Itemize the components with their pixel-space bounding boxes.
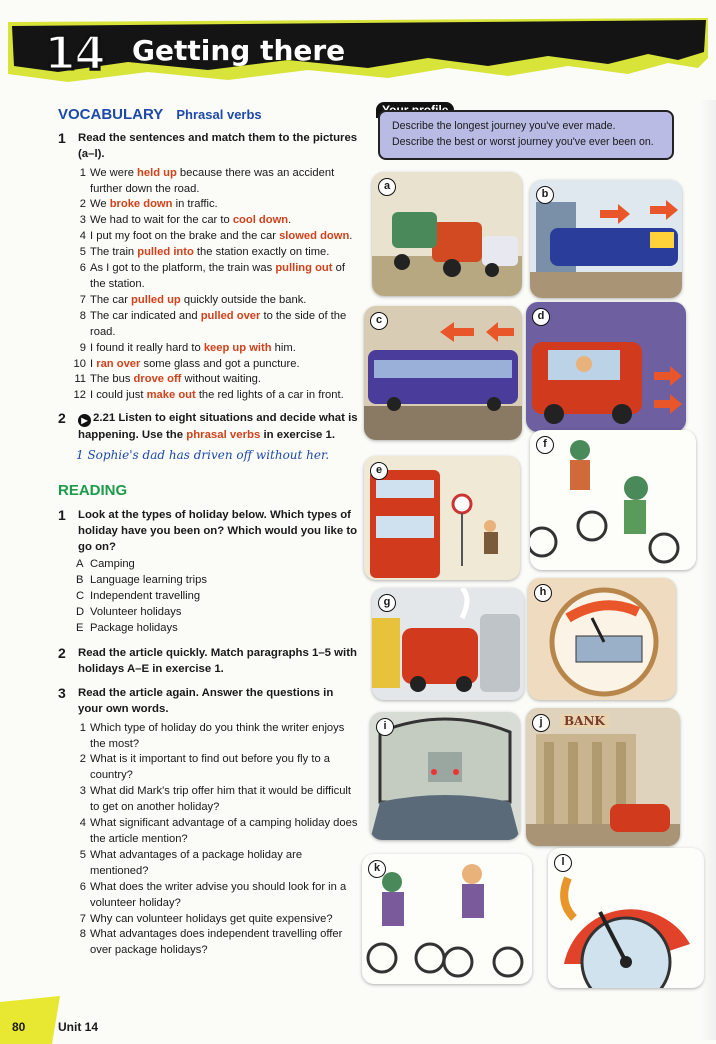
profile-line-1: Describe the longest journey you've ever made. (392, 120, 616, 132)
sentence-text: . (349, 230, 353, 243)
picture-i (370, 712, 520, 840)
sentence-item (74, 261, 358, 293)
exercise-instruction: Read the article again. Answer the questions in your own words. (78, 687, 334, 716)
sentence-text: I put my foot on the brake and the car (90, 230, 280, 243)
sentence-text: without waiting. (181, 373, 262, 386)
sentence-text: The car (90, 293, 132, 306)
exercise-number: 2 (58, 410, 66, 427)
sentence-text: the red lights of a car in front. (195, 389, 344, 402)
sentence-item (74, 213, 358, 229)
picture-k (362, 854, 532, 984)
picture-a (372, 172, 522, 296)
picture-c (364, 306, 522, 440)
sentence-text: I found it really hard to (90, 341, 204, 354)
picture-d (526, 302, 686, 432)
option-text: Camping (90, 558, 135, 571)
sentence-item (74, 245, 358, 261)
holiday-option (76, 589, 358, 605)
sentence-text: The car indicated and (90, 309, 201, 322)
vocab-exercise-2 (58, 410, 358, 443)
picture-f (530, 430, 696, 570)
option-text: Package holidays (90, 621, 178, 634)
picture-letter: i (376, 718, 394, 736)
sentence-text: The train (90, 246, 138, 259)
question-item (74, 848, 358, 880)
sentence-text: because there was an accident further down the road. (90, 166, 335, 195)
option-letter: E (76, 621, 84, 634)
exercise-number: 1 (58, 506, 66, 523)
bus-illustration (364, 306, 522, 440)
question-number: 8 (79, 928, 86, 941)
sentence-item (74, 341, 358, 357)
picture-l (548, 848, 704, 988)
question-list (58, 721, 358, 960)
question-item (74, 927, 358, 959)
picture-letter: a (378, 178, 396, 196)
phrasal-verb: pulled over (200, 309, 261, 322)
sentence-text: in traffic. (172, 198, 218, 211)
sentence-text: of the station. (90, 262, 345, 291)
holiday-types-list (58, 557, 358, 637)
phrasal-verb: make out (146, 389, 196, 402)
picture-letter: l (554, 854, 572, 872)
exercise-number: 2 (58, 644, 66, 661)
unit-banner (8, 8, 708, 86)
option-text: Language learning trips (90, 574, 207, 587)
picture-letter: j (532, 714, 550, 732)
phrasal-verb: broke down (109, 198, 173, 211)
sentence-text: . (288, 214, 292, 227)
item-number: 11 (74, 373, 86, 386)
question-text: What does the writer advise you should look for in a volunteer holiday? (90, 880, 347, 909)
option-text: Independent travelling (90, 590, 201, 603)
picture-letter: f (536, 436, 554, 454)
picture-letter: d (532, 308, 550, 326)
picture-letter: e (370, 462, 388, 480)
sentence-text: to the side of the road. (90, 309, 347, 338)
phrasal-verb: held up (137, 166, 177, 179)
red-car-braking-illustration (526, 302, 686, 432)
section-heading-vocabulary: VOCABULARY (58, 106, 164, 123)
picture-letter: b (536, 186, 554, 204)
item-number: 10 (73, 357, 86, 370)
item-number: 4 (79, 230, 86, 243)
handwritten-example: 1 Sophie's dad has driven off without her. (76, 448, 330, 463)
reading-exercise-2 (58, 645, 358, 677)
sentence-text: As I got to the platform, the train was (90, 262, 276, 275)
question-item (74, 752, 358, 784)
sentence-item (74, 197, 358, 213)
sentence-text: quickly outside the bank. (180, 293, 307, 306)
question-number: 1 (79, 721, 86, 734)
picture-letter: c (370, 312, 388, 330)
holiday-option (76, 605, 358, 621)
question-text: Which type of holiday do you think the writer enjoys the most? (90, 721, 345, 750)
question-text: What is it important to find out before you fly to a country? (90, 753, 331, 782)
question-text: Why can volunteer holidays get quite expensive? (90, 912, 333, 925)
sentence-text: We (90, 198, 110, 211)
vocab-exercise-1 (58, 130, 358, 162)
question-item (74, 784, 358, 816)
sentence-list (58, 166, 358, 405)
question-text: What advantages of a package holiday are mentioned? (90, 848, 303, 877)
item-number: 3 (79, 214, 86, 227)
unit-number: 14 (44, 26, 105, 80)
sentence-item (74, 357, 358, 373)
picture-b (530, 180, 682, 298)
exercise-number: 1 (58, 130, 66, 147)
phrasal-verb: cool down (232, 214, 289, 227)
exercise-instruction: Look at the types of holiday below. Which types of holiday have you been on? Which would you like to go on? (78, 508, 358, 554)
question-item (74, 721, 358, 753)
unit-label: Unit 14 (58, 1020, 99, 1034)
holiday-option (76, 621, 358, 637)
cyclists-illustration (530, 430, 696, 570)
exercise-number: 3 (58, 685, 66, 702)
question-item (74, 816, 358, 848)
audio-play-icon[interactable]: ▶ (78, 414, 91, 427)
phrasal-verb: pulled up (131, 293, 181, 306)
bank-building-illustration (526, 708, 680, 846)
section-heading-reading: READING (58, 482, 128, 500)
option-letter: C (76, 590, 85, 603)
item-number: 7 (79, 293, 86, 306)
question-number: 4 (79, 817, 86, 830)
picture-j (526, 708, 680, 846)
option-text: Volunteer holidays (90, 606, 182, 619)
vocabulary-heading (58, 104, 358, 125)
page-number: 80 (12, 1020, 26, 1034)
item-number: 12 (73, 389, 86, 402)
sentence-item (74, 388, 358, 404)
phrasal-verb: pulled into (137, 246, 194, 259)
item-number: 8 (79, 309, 86, 322)
double-decker-bus-illustration (364, 456, 520, 580)
sentence-text: The bus (90, 373, 134, 386)
phrasal-verb: keep up with (203, 341, 272, 354)
section-subheading: Phrasal verbs (176, 107, 262, 122)
exercise-instruction: Read the sentences and match them to the pictures (a–l). (78, 132, 358, 161)
picture-letter: h (534, 584, 552, 602)
sentence-text: We were (90, 166, 138, 179)
instruction-end: in exercise 1. (260, 429, 336, 442)
question-number: 2 (79, 753, 86, 766)
item-number: 1 (79, 166, 86, 179)
sentence-item (74, 166, 358, 198)
sentence-item (74, 372, 358, 388)
sentence-text: I (90, 357, 97, 370)
exercise-instruction: Listen to eight situations and decide what is happening. Use the (78, 412, 358, 442)
option-letter: D (76, 606, 85, 619)
reading-exercise-1 (58, 507, 358, 556)
option-letter: B (76, 574, 84, 587)
item-number: 9 (79, 341, 86, 354)
picture-g (372, 588, 524, 700)
sentence-item (74, 293, 358, 309)
sentence-text: the station exactly on time. (193, 246, 330, 259)
sentence-text: some glass and got a puncture. (140, 357, 300, 370)
question-number: 6 (79, 880, 86, 893)
picture-e (364, 456, 520, 580)
reading-exercise-3 (58, 685, 358, 717)
left-column (58, 104, 358, 959)
sentence-text: We had to wait for the car to (90, 214, 233, 227)
picture-letter: k (368, 860, 386, 878)
sentence-text: him. (271, 341, 296, 354)
question-item (74, 880, 358, 912)
picture-letter: g (378, 594, 396, 612)
exercise-instruction: Read the article quickly. Match paragraphs 1–5 with holidays A–E in exercise 1. (78, 646, 357, 676)
bank-sign: BANK (560, 714, 609, 728)
phrasal-verbs-highlight: phrasal verbs (186, 429, 261, 442)
sentence-item (74, 229, 358, 245)
phrasal-verb: drove off (133, 373, 182, 386)
item-number: 2 (79, 198, 86, 211)
footer (0, 996, 716, 1044)
audio-track: 2.21 (93, 412, 116, 425)
holiday-option (76, 573, 358, 589)
question-text: What did Mark's trip offer him that it would be difficult to get on another holiday? (90, 785, 352, 814)
sentence-text: I could just (90, 389, 147, 402)
reading-heading (58, 480, 358, 501)
sentence-item (74, 309, 358, 341)
holiday-option (76, 557, 358, 573)
question-text: What advantages does independent travelling offer over package holidays? (90, 928, 343, 957)
phrasal-verb: ran over (96, 357, 141, 370)
phrasal-verb: slowed down (279, 230, 350, 243)
profile-box (378, 110, 674, 160)
speedometer-needle-illustration (548, 848, 704, 988)
item-number: 5 (79, 246, 86, 259)
item-number: 6 (79, 262, 86, 275)
picture-h (528, 578, 676, 700)
question-number: 7 (79, 912, 86, 925)
profile-line-2: Describe the best or worst journey you've ever been on. (392, 136, 654, 149)
option-letter: A (76, 558, 84, 571)
question-item (74, 912, 358, 928)
page-edge-shadow (700, 100, 716, 1040)
question-number: 5 (79, 848, 86, 861)
racing-cyclists-illustration (362, 854, 532, 984)
page-title: Getting there (132, 34, 346, 67)
phrasal-verb: pulling out (275, 262, 333, 275)
question-text: What significant advantage of a camping holiday does the article mention? (90, 817, 358, 845)
question-number: 3 (79, 785, 86, 798)
